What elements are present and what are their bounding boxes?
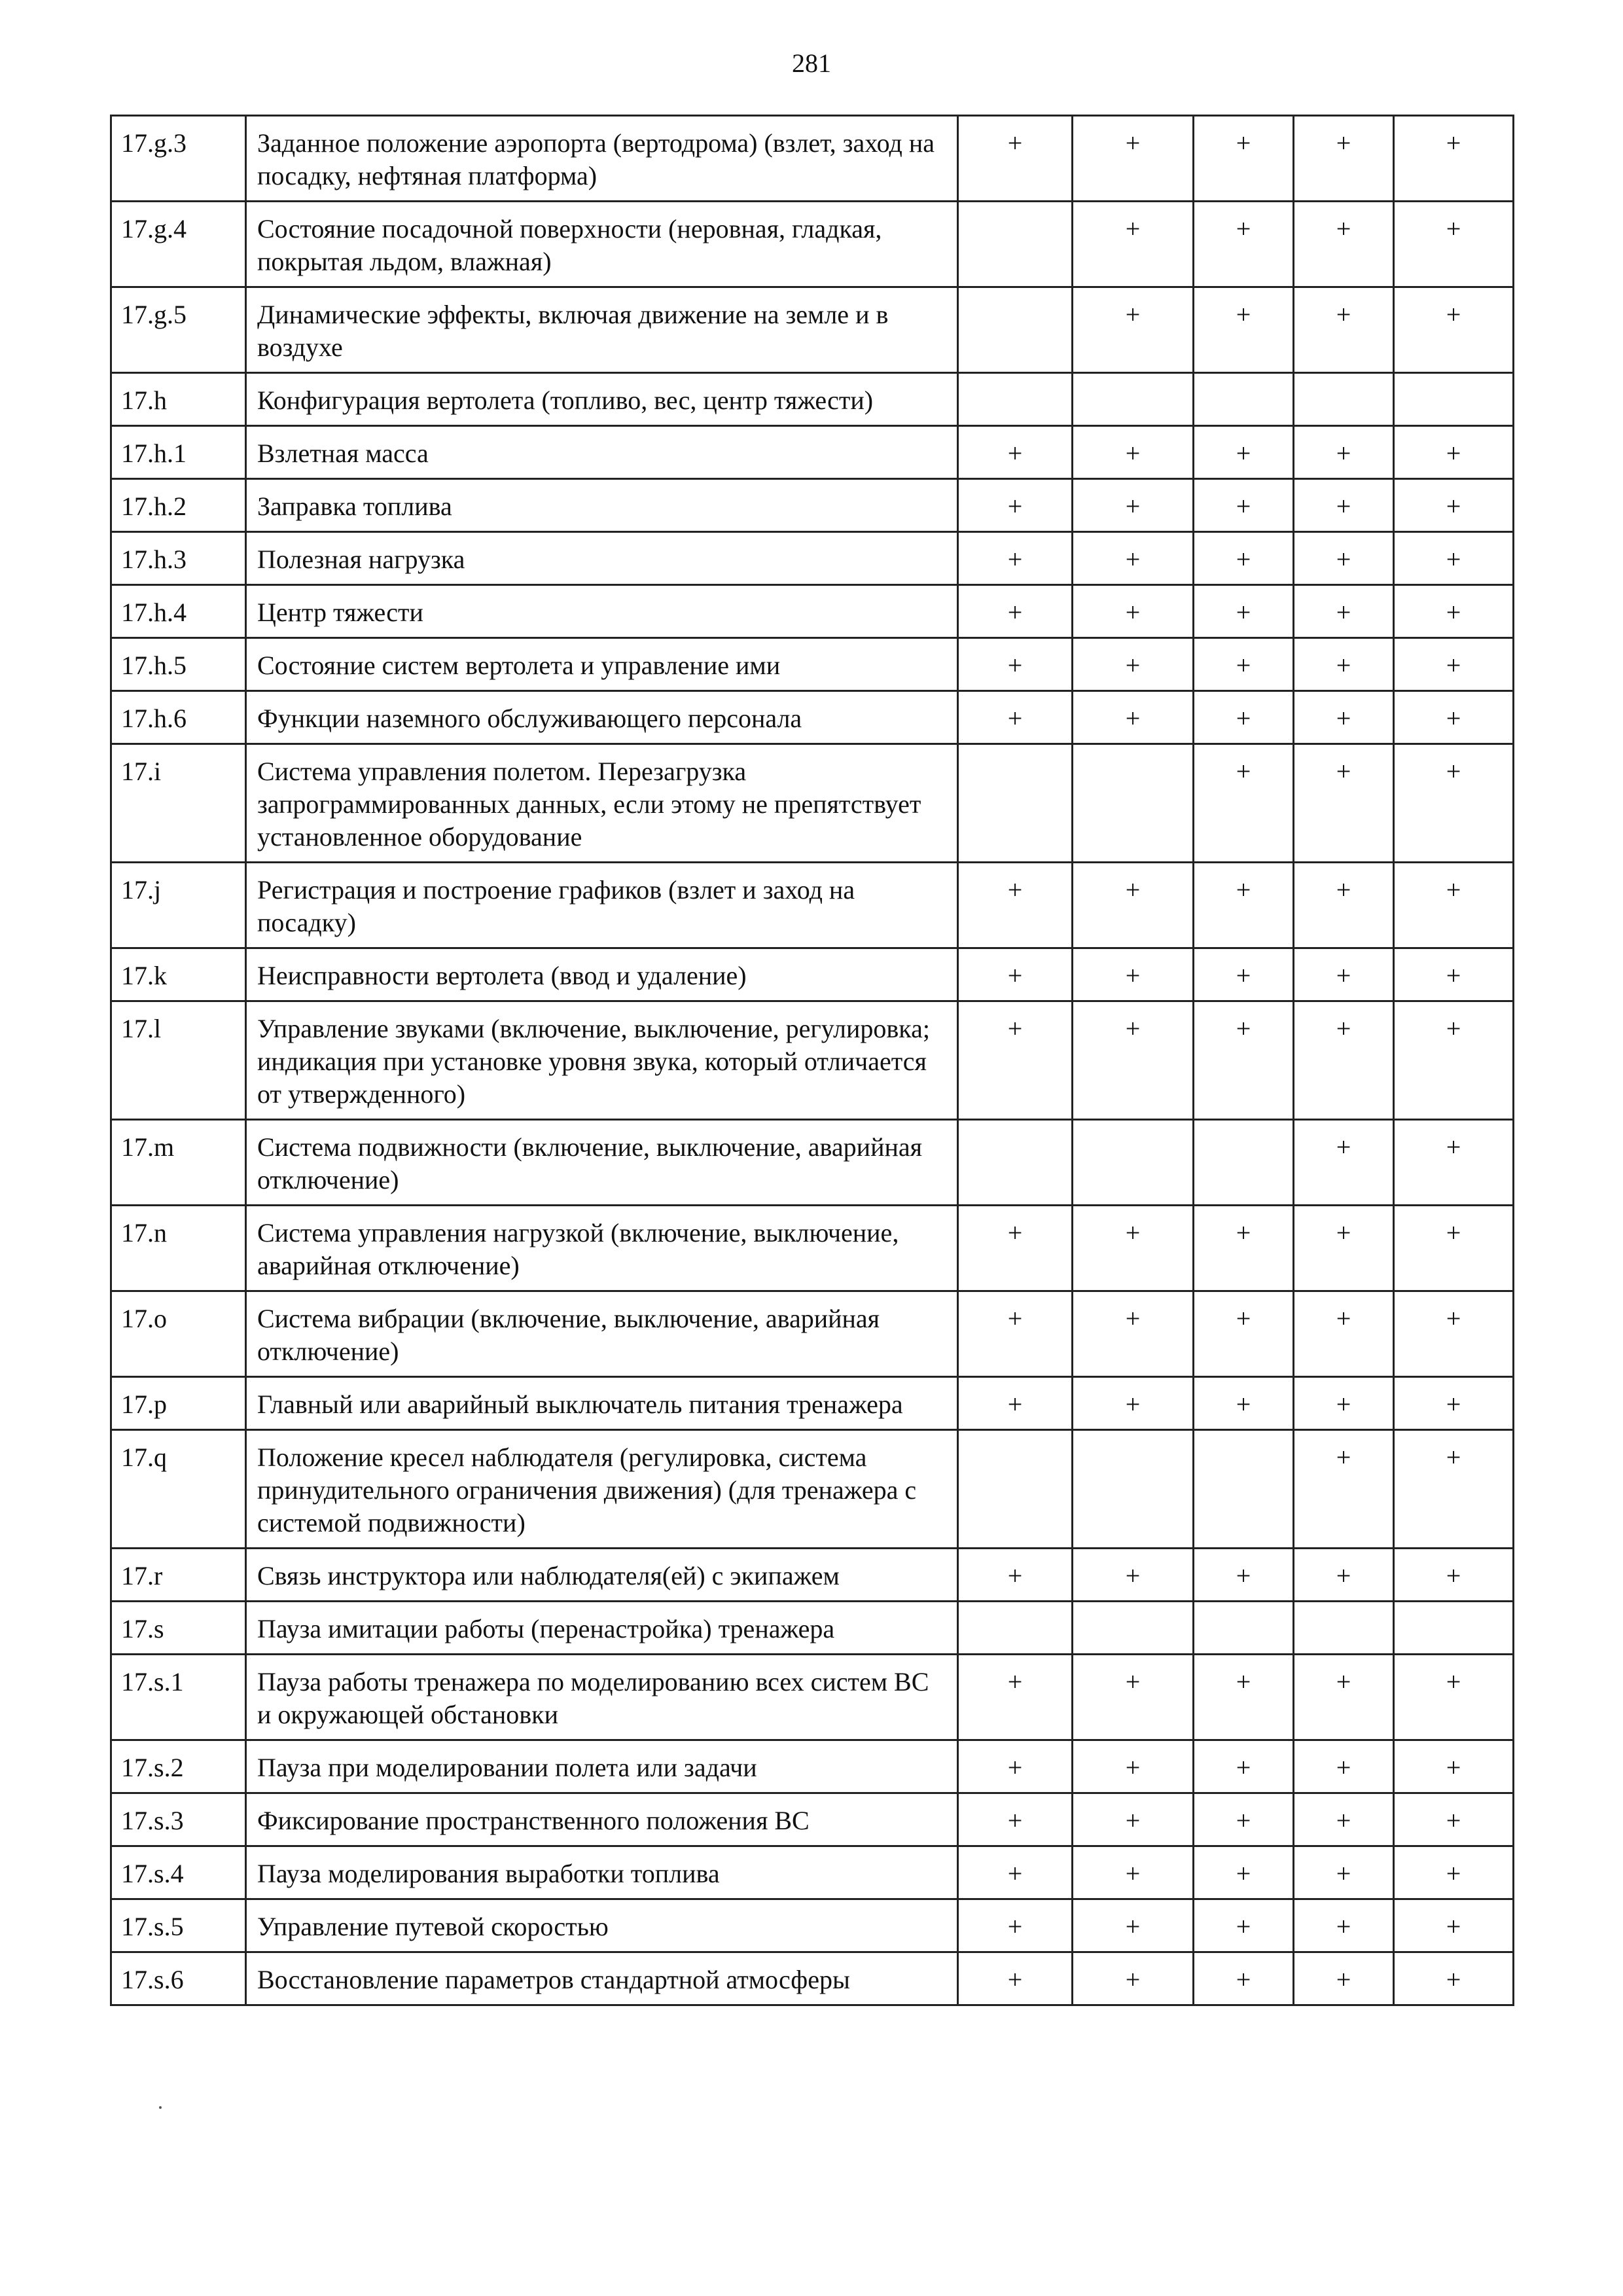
level-3-mark: + (1194, 116, 1294, 202)
table-row (111, 1001, 1514, 1120)
level-4-mark: + (1294, 287, 1394, 373)
row-description: Пауза моделирования выработки топлива (246, 1846, 958, 1899)
level-4-mark: + (1294, 1740, 1394, 1793)
table-row (111, 202, 1514, 287)
row-code: 17.s.2 (111, 1740, 246, 1793)
row-code: 17.g.5 (111, 287, 246, 373)
level-2-mark: + (1073, 1846, 1194, 1899)
level-4-mark: + (1294, 1001, 1394, 1120)
level-5-mark: + (1394, 202, 1514, 287)
table-row (111, 1430, 1514, 1549)
level-3-mark: + (1194, 287, 1294, 373)
level-2-mark: + (1073, 1549, 1194, 1602)
table-row (111, 116, 1514, 202)
row-description: Заправка топлива (246, 479, 958, 532)
level-1-mark (958, 287, 1073, 373)
level-1-mark: + (958, 1846, 1073, 1899)
row-code: 17.s (111, 1602, 246, 1655)
level-2-mark (1073, 744, 1194, 863)
page-number: 281 (792, 48, 831, 78)
level-1-mark: + (958, 1655, 1073, 1740)
level-3-mark: + (1194, 1549, 1294, 1602)
level-2-mark: + (1073, 1952, 1194, 2005)
level-1-mark: + (958, 863, 1073, 948)
row-code: 17.g.3 (111, 116, 246, 202)
level-2-mark: + (1073, 202, 1194, 287)
row-code: 17.h.6 (111, 691, 246, 744)
row-code: 17.k (111, 948, 246, 1001)
row-description: Конфигурация вертолета (топливо, вес, центр тяжести) (246, 373, 958, 426)
level-4-mark: + (1294, 1846, 1394, 1899)
row-code: 17.h.1 (111, 426, 246, 479)
level-2-mark: + (1073, 426, 1194, 479)
level-1-mark (958, 1602, 1073, 1655)
table-row (111, 287, 1514, 373)
level-3-mark: + (1194, 1206, 1294, 1291)
table-row (111, 948, 1514, 1001)
row-description: Регистрация и построение графиков (взлет и заход на посадку) (246, 863, 958, 948)
level-5-mark: + (1394, 287, 1514, 373)
level-5-mark: + (1394, 1001, 1514, 1120)
level-4-mark: + (1294, 1377, 1394, 1430)
level-3-mark: + (1194, 202, 1294, 287)
level-1-mark (958, 1120, 1073, 1206)
row-description: Состояние систем вертолета и управление ими (246, 638, 958, 691)
level-2-mark: + (1073, 287, 1194, 373)
row-description: Динамические эффекты, включая движение на земле и в воздухе (246, 287, 958, 373)
level-4-mark: + (1294, 479, 1394, 532)
level-2-mark (1073, 1602, 1194, 1655)
level-1-mark: + (958, 1377, 1073, 1430)
table-row (111, 1120, 1514, 1206)
level-3-mark: + (1194, 479, 1294, 532)
level-2-mark (1073, 1430, 1194, 1549)
row-description: Пауза работы тренажера по моделированию всех систем ВС и окружающей обстановки (246, 1655, 958, 1740)
row-code: 17.s.5 (111, 1899, 246, 1952)
table-row (111, 1899, 1514, 1952)
table-row (111, 1206, 1514, 1291)
level-3-mark: + (1194, 638, 1294, 691)
row-description: Функции наземного обслуживающего персонала (246, 691, 958, 744)
level-5-mark: + (1394, 691, 1514, 744)
level-5-mark: + (1394, 1846, 1514, 1899)
level-4-mark (1294, 1602, 1394, 1655)
row-description: Фиксирование пространственного положения ВС (246, 1793, 958, 1846)
level-3-mark: + (1194, 948, 1294, 1001)
level-3-mark: + (1194, 863, 1294, 948)
level-3-mark (1194, 1430, 1294, 1549)
level-4-mark: + (1294, 863, 1394, 948)
level-1-mark: + (958, 1206, 1073, 1291)
row-code: 17.l (111, 1001, 246, 1120)
row-description: Пауза при моделировании полета или задачи (246, 1740, 958, 1793)
level-2-mark: + (1073, 532, 1194, 585)
level-3-mark: + (1194, 1291, 1294, 1377)
table-row (111, 1846, 1514, 1899)
level-3-mark: + (1194, 426, 1294, 479)
row-description: Управление звуками (включение, выключение, регулировка; индикация при установке уровня звука, который отличается от утвержденного) (246, 1001, 958, 1120)
level-3-mark: + (1194, 1740, 1294, 1793)
level-2-mark: + (1073, 1206, 1194, 1291)
level-5-mark: + (1394, 479, 1514, 532)
table-row (111, 1377, 1514, 1430)
table-row (111, 744, 1514, 863)
level-3-mark: + (1194, 691, 1294, 744)
table-row (111, 585, 1514, 638)
level-5-mark: + (1394, 585, 1514, 638)
level-3-mark: + (1194, 1793, 1294, 1846)
row-code: 17.s.1 (111, 1655, 246, 1740)
row-description: Взлетная масса (246, 426, 958, 479)
row-description: Пауза имитации работы (перенастройка) тренажера (246, 1602, 958, 1655)
level-5-mark: + (1394, 1430, 1514, 1549)
level-5-mark: + (1394, 1549, 1514, 1602)
level-1-mark (958, 1430, 1073, 1549)
table-row (111, 373, 1514, 426)
table-row (111, 1602, 1514, 1655)
level-4-mark: + (1294, 116, 1394, 202)
level-4-mark: + (1294, 1291, 1394, 1377)
level-5-mark (1394, 1602, 1514, 1655)
row-description: Система подвижности (включение, выключение, аварийная отключение) (246, 1120, 958, 1206)
table-row (111, 638, 1514, 691)
level-3-mark: + (1194, 1952, 1294, 2005)
table-row (111, 1793, 1514, 1846)
level-5-mark: + (1394, 1793, 1514, 1846)
row-code: 17.h (111, 373, 246, 426)
level-4-mark: + (1294, 1793, 1394, 1846)
level-4-mark: + (1294, 1899, 1394, 1952)
level-1-mark: + (958, 1899, 1073, 1952)
level-5-mark: + (1394, 426, 1514, 479)
level-1-mark: + (958, 585, 1073, 638)
row-description: Полезная нагрузка (246, 532, 958, 585)
level-3-mark: + (1194, 1001, 1294, 1120)
row-code: 17.h.3 (111, 532, 246, 585)
level-4-mark: + (1294, 202, 1394, 287)
level-1-mark: + (958, 1793, 1073, 1846)
level-1-mark: + (958, 1740, 1073, 1793)
level-2-mark: + (1073, 691, 1194, 744)
level-5-mark (1394, 373, 1514, 426)
level-1-mark: + (958, 948, 1073, 1001)
level-3-mark (1194, 373, 1294, 426)
scan-speck (159, 2106, 162, 2109)
level-1-mark: + (958, 1291, 1073, 1377)
row-code: 17.s.3 (111, 1793, 246, 1846)
level-1-mark: + (958, 479, 1073, 532)
level-5-mark: + (1394, 1120, 1514, 1206)
row-code: 17.n (111, 1206, 246, 1291)
level-2-mark: + (1073, 585, 1194, 638)
level-2-mark: + (1073, 1377, 1194, 1430)
level-5-mark: + (1394, 1377, 1514, 1430)
level-4-mark: + (1294, 691, 1394, 744)
level-4-mark: + (1294, 948, 1394, 1001)
level-2-mark: + (1073, 1655, 1194, 1740)
table-row (111, 691, 1514, 744)
level-5-mark: + (1394, 1291, 1514, 1377)
row-description: Главный или аварийный выключатель питания тренажера (246, 1377, 958, 1430)
row-code: 17.o (111, 1291, 246, 1377)
level-4-mark: + (1294, 1655, 1394, 1740)
level-1-mark: + (958, 532, 1073, 585)
row-description: Управление путевой скоростью (246, 1899, 958, 1952)
level-3-mark: + (1194, 585, 1294, 638)
level-5-mark: + (1394, 1740, 1514, 1793)
level-4-mark: + (1294, 638, 1394, 691)
level-3-mark (1194, 1120, 1294, 1206)
level-4-mark: + (1294, 1952, 1394, 2005)
level-2-mark: + (1073, 1793, 1194, 1846)
row-description: Центр тяжести (246, 585, 958, 638)
level-5-mark: + (1394, 863, 1514, 948)
row-code: 17.s.6 (111, 1952, 246, 2005)
table-row (111, 1655, 1514, 1740)
row-description: Неисправности вертолета (ввод и удаление) (246, 948, 958, 1001)
row-description: Система управления нагрузкой (включение, выключение, аварийная отключение) (246, 1206, 958, 1291)
level-4-mark: + (1294, 585, 1394, 638)
level-3-mark (1194, 1602, 1294, 1655)
level-2-mark: + (1073, 116, 1194, 202)
row-code: 17.h.4 (111, 585, 246, 638)
row-code: 17.p (111, 1377, 246, 1430)
level-4-mark (1294, 373, 1394, 426)
level-3-mark: + (1194, 744, 1294, 863)
level-2-mark: + (1073, 479, 1194, 532)
level-1-mark (958, 744, 1073, 863)
level-2-mark: + (1073, 1291, 1194, 1377)
level-5-mark: + (1394, 1655, 1514, 1740)
level-5-mark: + (1394, 1899, 1514, 1952)
level-2-mark: + (1073, 863, 1194, 948)
table-row (111, 1740, 1514, 1793)
level-2-mark: + (1073, 638, 1194, 691)
level-3-mark: + (1194, 1377, 1294, 1430)
row-code: 17.q (111, 1430, 246, 1549)
level-3-mark: + (1194, 1655, 1294, 1740)
level-3-mark: + (1194, 532, 1294, 585)
level-2-mark: + (1073, 948, 1194, 1001)
level-1-mark: + (958, 691, 1073, 744)
level-1-mark: + (958, 1001, 1073, 1120)
level-4-mark: + (1294, 1430, 1394, 1549)
table-row (111, 863, 1514, 948)
level-1-mark: + (958, 426, 1073, 479)
table-row (111, 1291, 1514, 1377)
table-row (111, 532, 1514, 585)
row-code: 17.h.2 (111, 479, 246, 532)
row-description: Состояние посадочной поверхности (неровная, гладкая, покрытая льдом, влажная) (246, 202, 958, 287)
row-code: 17.j (111, 863, 246, 948)
level-5-mark: + (1394, 948, 1514, 1001)
level-4-mark: + (1294, 1549, 1394, 1602)
level-2-mark (1073, 373, 1194, 426)
row-code: 17.r (111, 1549, 246, 1602)
level-5-mark: + (1394, 638, 1514, 691)
requirements-table (110, 115, 1514, 2006)
level-3-mark: + (1194, 1899, 1294, 1952)
level-2-mark: + (1073, 1899, 1194, 1952)
level-4-mark: + (1294, 532, 1394, 585)
row-code: 17.s.4 (111, 1846, 246, 1899)
level-5-mark: + (1394, 1206, 1514, 1291)
table-row (111, 1549, 1514, 1602)
row-code: 17.g.4 (111, 202, 246, 287)
level-1-mark (958, 202, 1073, 287)
level-5-mark: + (1394, 116, 1514, 202)
level-2-mark: + (1073, 1740, 1194, 1793)
level-3-mark: + (1194, 1846, 1294, 1899)
table-row (111, 426, 1514, 479)
level-4-mark: + (1294, 1206, 1394, 1291)
level-1-mark: + (958, 638, 1073, 691)
row-description: Система управления полетом. Перезагрузка запрограммированных данных, если этому не препятствует установленное оборудование (246, 744, 958, 863)
level-2-mark (1073, 1120, 1194, 1206)
row-description: Заданное положение аэропорта (вертодрома) (взлет, заход на посадку, нефтяная платформа) (246, 116, 958, 202)
row-description: Восстановление параметров стандартной атмосферы (246, 1952, 958, 2005)
level-4-mark: + (1294, 426, 1394, 479)
level-4-mark: + (1294, 744, 1394, 863)
level-1-mark: + (958, 116, 1073, 202)
row-code: 17.i (111, 744, 246, 863)
level-5-mark: + (1394, 1952, 1514, 2005)
level-5-mark: + (1394, 532, 1514, 585)
level-1-mark: + (958, 1952, 1073, 2005)
row-code: 17.h.5 (111, 638, 246, 691)
level-2-mark: + (1073, 1001, 1194, 1120)
row-description: Положение кресел наблюдателя (регулировка, система принудительного ограничения движения) (для тренажера с системой подвижности) (246, 1430, 958, 1549)
table-row (111, 479, 1514, 532)
row-code: 17.m (111, 1120, 246, 1206)
level-1-mark (958, 373, 1073, 426)
row-description: Связь инструктора или наблюдателя(ей) с экипажем (246, 1549, 958, 1602)
table-row (111, 1952, 1514, 2005)
level-4-mark: + (1294, 1120, 1394, 1206)
row-description: Система вибрации (включение, выключение, аварийная отключение) (246, 1291, 958, 1377)
level-1-mark: + (958, 1549, 1073, 1602)
table-body (111, 116, 1514, 2005)
level-5-mark: + (1394, 744, 1514, 863)
